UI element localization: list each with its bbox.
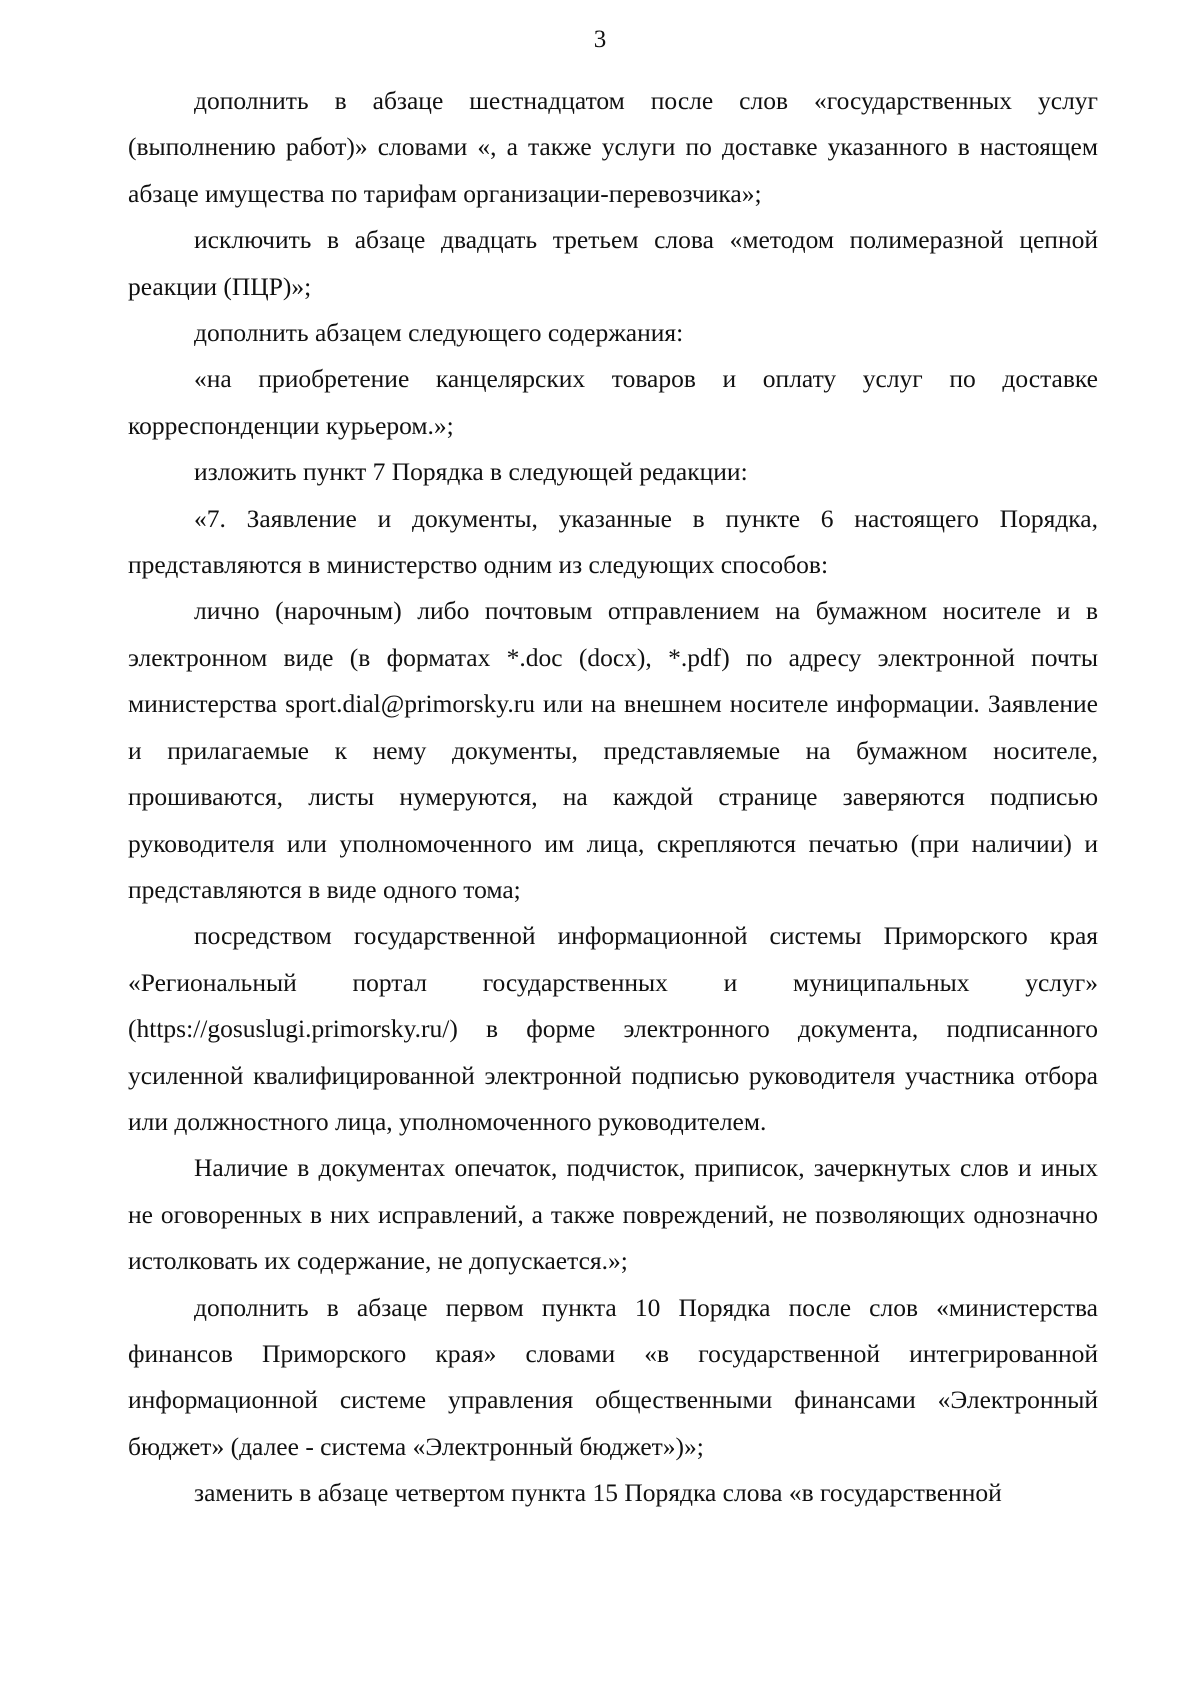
paragraph-11: заменить в абзаце четвертом пункта 15 Порядка слова «в государственной (194, 1478, 1002, 1508)
paragraph-10: дополнить в абзаце первом пункта 10 Порядка после слов «министерства финансов Приморского края» словами «в государственной интегрированной информационной системе управления общественными финансами «Электронный бюджет» (далее - система «Электронный бюджет»)»; (128, 1292, 1098, 1461)
paragraph-3: дополнить абзацем следующего содержания: (194, 318, 684, 348)
paragraph-2: исключить в абзаце двадцать третьем слова «методом полимеразной цепной реакции (ПЦР)»; (128, 225, 1098, 301)
paragraph-6: «7. Заявление и документы, указанные в пункте 6 настоящего Порядка, представляются в министерство одним из следующих способов: (128, 503, 1098, 580)
paragraph-8: посредством государственной информационной системы Приморского края «Региональный портал государственных и муниципальных услуг» (https://gosuslugi.primorsky.ru/) в форме электронного документа, подписанного усиленной квалифицированной электронной подписью руководителя участника отбора или должностного лица, уполномоченного руководителем. (128, 921, 1098, 1136)
paragraph-1: дополнить в абзаце шестнадцатом после слов «государственных услуг (выполнению работ)» словами «, а также услуги по доставке указанного в настоящем абзаце имущества по тарифам организации-перевозчика»; (128, 86, 1098, 208)
paragraph-7: лично (нарочным) либо почтовым отправлением на бумажном носителе и в электронном виде (в форматах *.doc (docx), *.pdf) по адресу электронной почты министерства sport.dial@primorsky.ru или на внешнем носителе информации. Заявление и прилагаемые к нему документы, представляемые на бумажном носителе, прошиваются, листы нумеруются, на каждой странице заверяются подписью руководителя или уполномоченного им лица, скрепляются печатью (при наличии) и представляются в виде одного тома; (128, 596, 1098, 904)
paragraph-5: изложить пункт 7 Порядка в следующей редакции: (194, 457, 748, 487)
paragraph-9: Наличие в документах опечаток, подчисток, приписок, зачеркнутых слов и иных не оговоренных в них исправлений, а также повреждений, не позволяющих однозначно истолковать их содержание, не допускается.»; (128, 1153, 1098, 1276)
document-body (128, 78, 1098, 1517)
paragraph-4: «на приобретение канцелярских товаров и оплату услуг по доставке корреспонденции курьером.»; (128, 364, 1098, 440)
page-number: 3 (593, 26, 607, 53)
